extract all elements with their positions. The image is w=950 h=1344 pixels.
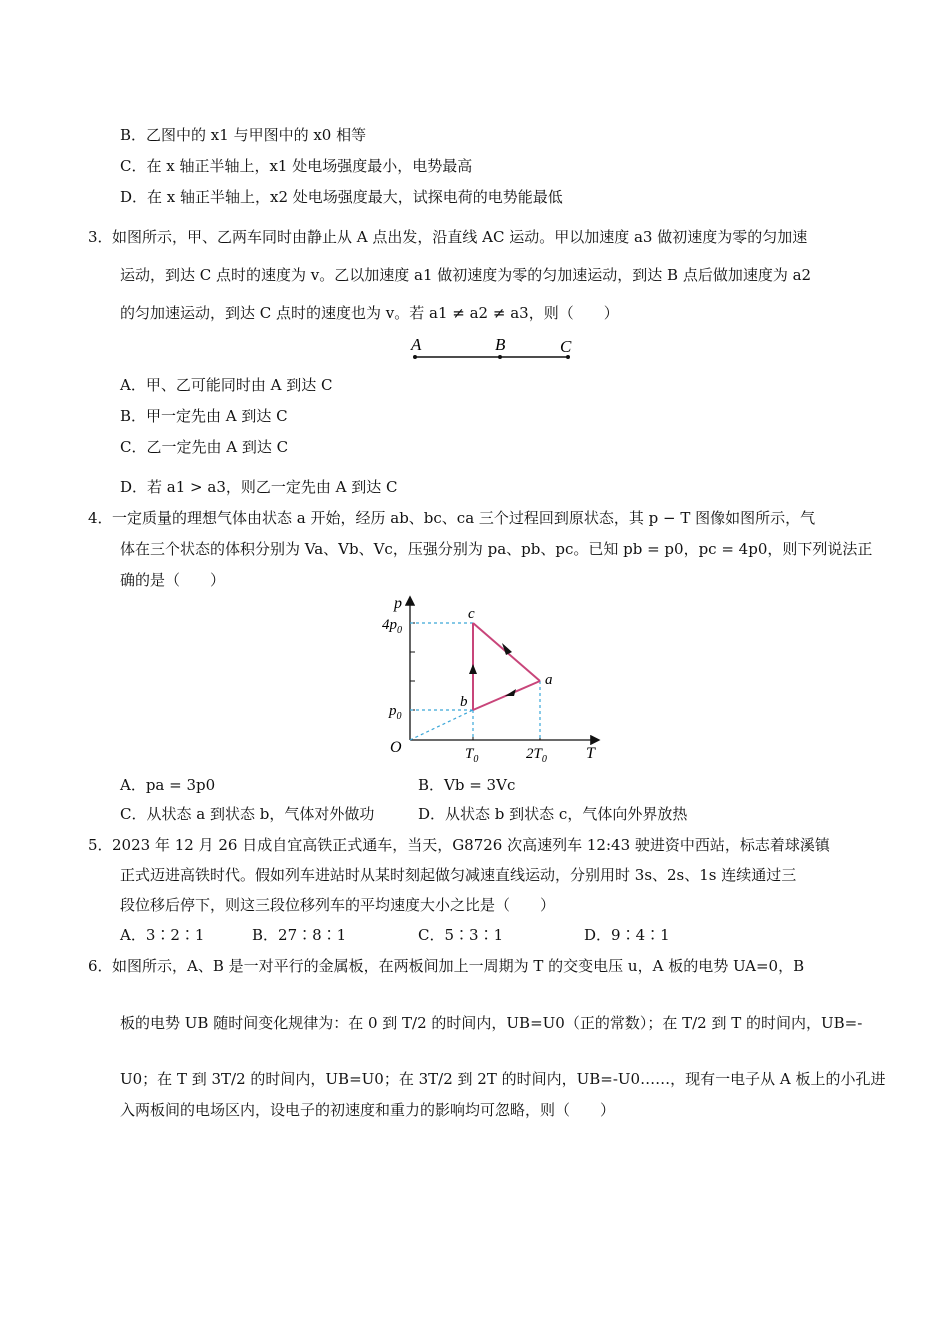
- q5-option-b: B．27∶8∶1: [252, 926, 347, 944]
- q4-y-tick-label-4p0: $4p_0$: [382, 617, 402, 636]
- q4-option-c: C．从状态 a 到状态 b，气体对外做功: [120, 805, 375, 823]
- q4-point-label-c: c: [468, 606, 475, 622]
- q4-point-label-a: a: [545, 672, 553, 688]
- q3-point-c-label: C: [560, 337, 572, 356]
- q6-stem-line2: 板的电势 UB 随时间变化规律为：在 0 到 T/2 的时间内，UB=U0（正的常数）；在 T/2 到 T 的时间内，UB=-: [120, 1014, 863, 1032]
- q2-option-c: C．在 x 轴正半轴上，x1 处电场强度最小，电势最高: [120, 157, 473, 175]
- q4-x-tick-label-t0: $T_0$: [465, 746, 479, 765]
- q4-option-b: B．Vb = 3Vc: [418, 776, 516, 794]
- q3-point-a-label: A: [411, 335, 422, 354]
- q2-option-b: B．乙图中的 x1 与甲图中的 x0 相等: [120, 126, 367, 144]
- q4-number: 4．: [88, 509, 113, 527]
- q6-number: 6．: [88, 957, 113, 975]
- q5-option-a: A．3∶2∶1: [120, 926, 205, 944]
- q5-option-c: C．5∶3∶1: [418, 926, 504, 944]
- q4-pt-chart: [380, 590, 610, 770]
- q4-y-axis-label: p: [394, 595, 402, 612]
- q4-x-axis-label: T: [586, 745, 595, 762]
- q4-stem-line2: 体在三个状态的体积分别为 Va、Vb、Vc，压强分别为 pa、pb、pc。已知 pb = p0，pc = 4p0，则下列说法正: [120, 540, 873, 558]
- q3-point-b-label: B: [495, 335, 506, 354]
- q3-stem-line1: 如图所示，甲、乙两车同时由静止从 A 点出发，沿直线 AC 运动。甲以加速度 a3 做初速度为零的匀加速: [112, 228, 808, 246]
- q6-stem-line3: U0；在 T 到 3T/2 的时间内，UB=U0；在 3T/2 到 2T 的时间内，UB=-U0……，现有一电子从 A 板上的小孔进: [120, 1070, 886, 1088]
- q4-arrow-ab: [505, 689, 516, 696]
- q5-number: 5．: [88, 836, 113, 854]
- q3-option-a: A．甲、乙可能同时由 A 到达 C: [120, 376, 333, 394]
- q3-option-d: D．若 a1 > a3，则乙一定先由 A 到达 C: [120, 478, 398, 496]
- q6-stem-line1: 如图所示，A、B 是一对平行的金属板，在两板间加上一周期为 T 的交变电压 u，A 板的电势 UA=0，B: [112, 957, 805, 975]
- q4-process-cycle: [473, 623, 540, 710]
- q4-x-tick-label-2t0: $2T_0$: [526, 746, 547, 765]
- q4-stem-line1: 一定质量的理想气体由状态 a 开始，经历 ab、bc、ca 三个过程回到原状态，其 p − T 图像如图所示，气: [112, 509, 816, 527]
- q4-option-a: A．pa = 3p0: [120, 776, 216, 794]
- q5-option-d: D．9∶4∶1: [584, 926, 670, 944]
- q4-option-d: D．从状态 b 到状态 c，气体向外界放热: [418, 805, 688, 823]
- q3-stem-line2: 运动，到达 C 点时的速度为 v。乙以加速度 a1 做初速度为零的匀加速运动，到达 B 点后做加速度为 a2: [120, 266, 812, 284]
- q2-option-d: D．在 x 轴正半轴上，x2 处电场强度最大，试探电荷的电势能最低: [120, 188, 563, 206]
- q6-stem-line4: 入两板间的电场区内，设电子的初速度和重力的影响均可忽略，则（ ）: [120, 1101, 616, 1119]
- q4-point-label-b: b: [460, 694, 468, 710]
- q3-option-b: B．甲一定先由 A 到达 C: [120, 407, 288, 425]
- q5-stem-line3: 段位移后停下，则这三段位移列车的平均速度大小之比是（ ）: [120, 896, 556, 914]
- q3-option-c: C．乙一定先由 A 到达 C: [120, 438, 289, 456]
- q3-stem-line3: 的匀加速运动，到达 C 点时的速度也为 v。若 a1 ≠ a2 ≠ a3，则（ ）: [120, 304, 619, 322]
- q4-origin-label: O: [390, 739, 402, 756]
- q4-stem-line3: 确的是（ ）: [120, 571, 226, 589]
- q3-point-b-dot: [498, 355, 502, 359]
- q5-stem-line2: 正式迈进高铁时代。假如列车进站时从某时刻起做匀减速直线运动，分别用时 3s、2s、1s 连续通过三: [120, 866, 797, 884]
- q5-stem-line1: 2023 年 12 月 26 日成自宜高铁正式通车，当天，G8726 次高速列车 12:43 驶进资中西站，标志着球溪镇: [112, 836, 830, 854]
- q4-guide-lines: [410, 623, 540, 740]
- q4-y-tick-label-p0: $p_0$: [389, 703, 402, 722]
- q3-track-figure: [405, 332, 585, 368]
- q3-point-a-dot: [413, 355, 417, 359]
- q4-arrow-bc: [469, 664, 477, 674]
- q3-number: 3．: [88, 228, 113, 246]
